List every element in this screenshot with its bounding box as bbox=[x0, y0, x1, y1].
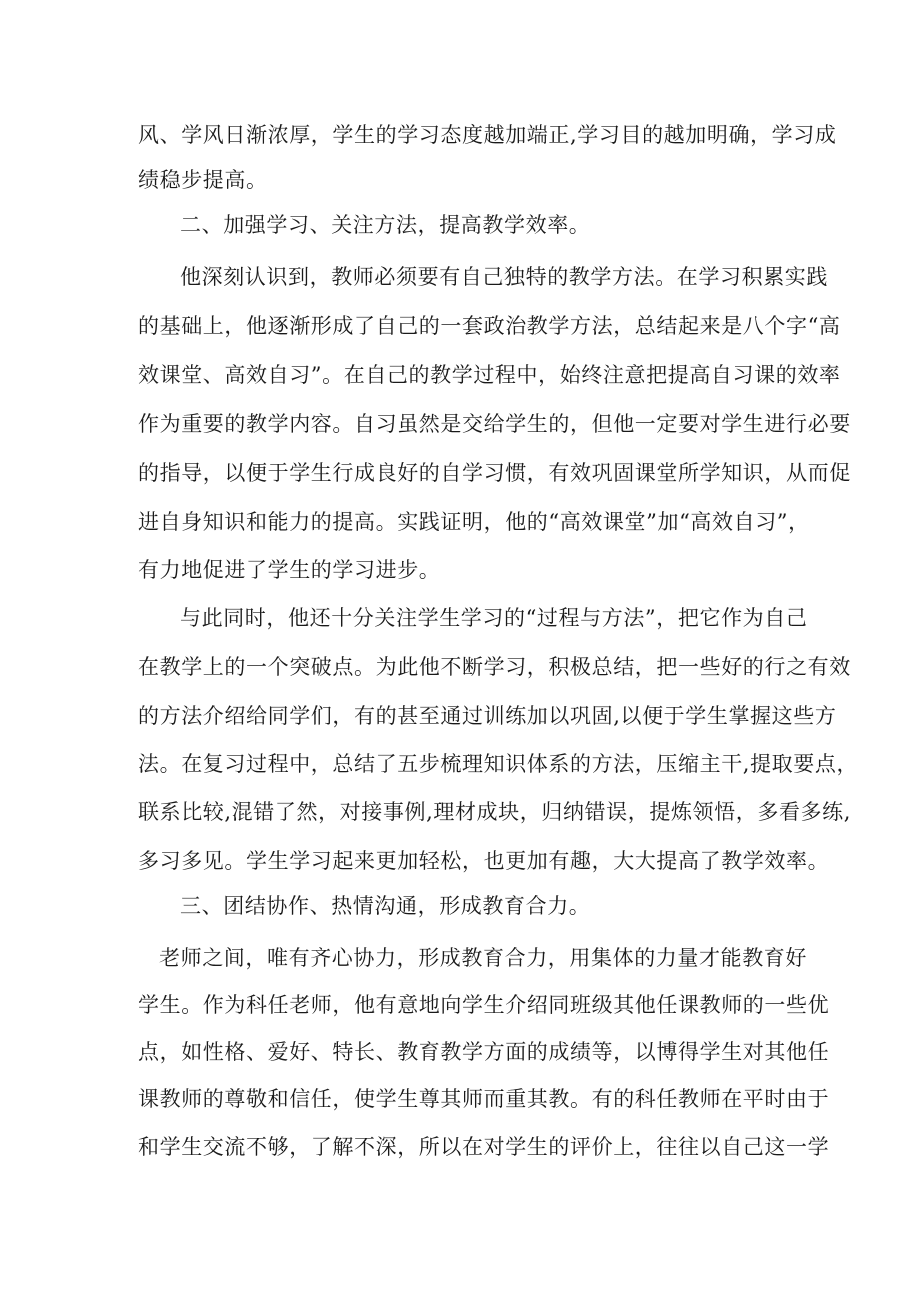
text-line: 的基础上，他逐渐形成了自己的一套政治教学方法，总结起来是八个字“高 bbox=[138, 314, 841, 338]
text-line: 在教学上的一个突破点。为此他不断学习，积极总结，把一些好的行之有效 bbox=[138, 655, 851, 679]
text-line: 的方法介绍给同学们，有的甚至通过训练加以巩固,以便于学生掌握这些方 bbox=[138, 704, 837, 728]
text-line: 效课堂、高效自习”。在自己的教学过程中，始终注意把提高自习课的效率 bbox=[138, 363, 841, 387]
text-line: 课教师的尊敬和信任，使学生尊其师而重其教。有的科任教师在平时由于 bbox=[138, 1087, 830, 1111]
text-line: 他深刻认识到，教师必须要有自己独特的教学方法。在学习积累实践 bbox=[180, 265, 828, 289]
text-line: 联系比较,混错了然，对接事例,理材成块，归纳错误，提炼领悟，多看多练, bbox=[138, 800, 852, 824]
text-line: 的指导，以便于学生行成良好的自学习惯，有效巩固课堂所学知识，从而促 bbox=[138, 461, 851, 485]
text-line: 多习多见。学生学习起来更加轻松，也更加有趣，大大提高了教学效率。 bbox=[138, 849, 830, 873]
text-line: 进自身知识和能力的提高。实践证明，他的“高效课堂”加“高效自习”， bbox=[138, 510, 810, 534]
text-line: 学生。作为科任老师，他有意地向学生介绍同班级其他任课教师的一些优 bbox=[138, 993, 830, 1017]
text-line: 有力地促进了学生的学习进步。 bbox=[138, 558, 441, 582]
text-line: 绩稳步提高。 bbox=[138, 168, 268, 192]
text-line: 与此同时，他还十分关注学生学习的“过程与方法”，把它作为自己 bbox=[180, 606, 808, 630]
text-line: 法。在复习过程中，总结了五步梳理知识体系的方法，压缩主干,提取要点， bbox=[138, 752, 859, 776]
text-line: 风、学风日渐浓厚，学生的学习态度越加端正,学习目的越加明确，学习成 bbox=[138, 123, 837, 147]
text-line: 作为重要的教学内容。自习虽然是交给学生的，但他一定要对学生进行必要 bbox=[138, 412, 851, 436]
text-line: 老师之间，唯有齐心协力，形成教育合力，用集体的力量才能教育好 bbox=[159, 946, 807, 970]
section-heading: 二、加强学习、关注方法，提高教学效率。 bbox=[180, 213, 591, 237]
text-line: 点，如性格、爱好、特长、教育教学方面的成绩等，以博得学生对其他任 bbox=[138, 1040, 830, 1064]
text-line: 和学生交流不够，了解不深，所以在对学生的评价上，往往以自己这一学 bbox=[138, 1135, 830, 1159]
section-heading: 三、团结协作、热情沟通，形成教育合力。 bbox=[180, 894, 591, 918]
